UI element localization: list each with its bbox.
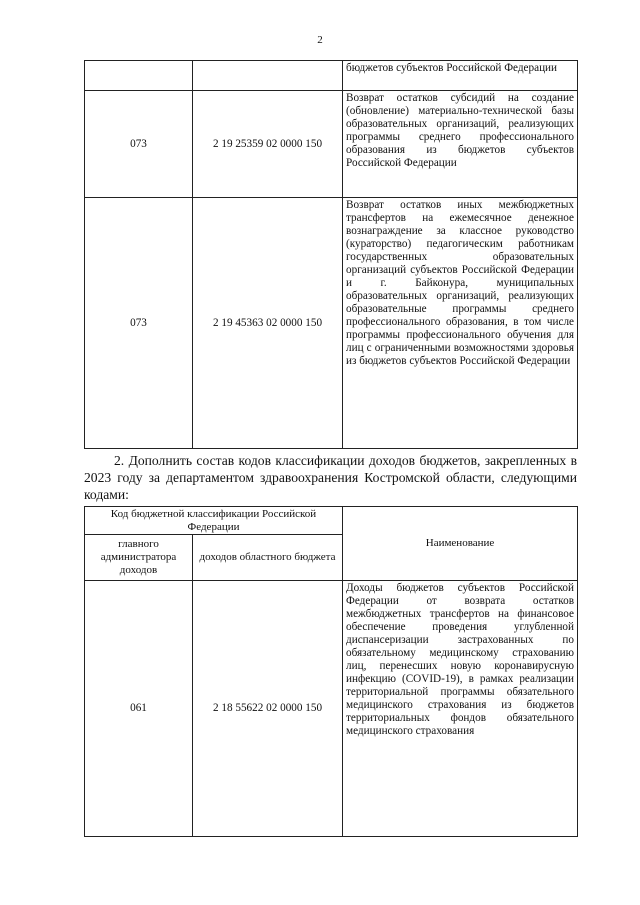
header-name-cell: Наименование — [343, 507, 578, 581]
name-cell: бюджетов субъектов Российской Федерации — [343, 61, 578, 91]
admin-code-cell — [85, 61, 193, 91]
budget-code-cell: 2 19 45363 02 0000 150 — [193, 198, 343, 449]
budget-code-cell — [193, 61, 343, 91]
table-header-row — [85, 507, 578, 535]
header-admin-cell: главного администратора доходов — [85, 535, 193, 581]
table-row — [85, 581, 578, 837]
header-income-cell: доходов областного бюджета — [193, 535, 343, 581]
table-row — [85, 61, 578, 91]
budget-code-cell: 2 19 25359 02 0000 150 — [193, 91, 343, 198]
admin-code-cell: 061 — [85, 581, 193, 837]
budget-codes-table-continued — [84, 60, 578, 449]
admin-code-cell: 073 — [85, 91, 193, 198]
budget-codes-table-new — [84, 506, 578, 837]
table-row — [85, 198, 578, 449]
name-cell: Доходы бюджетов субъектов Российской Федерации от возврата остатков межбюджетных трансфертов на финансовое обеспечение проведения углубленной диспансеризации застрахованных по обязательному медицинскому страхованию лиц, перенесших новую коронавирусную инфекцию (COVID-19), в рамках реализации территориальной программы обязательного медицинского страхования из бюджетов территориальных фондов обязательного медицинского страхования — [343, 581, 578, 837]
header-group-cell: Код бюджетной классификации Российской Федерации — [85, 507, 343, 535]
table-row — [85, 91, 578, 198]
admin-code-cell: 073 — [85, 198, 193, 449]
name-cell: Возврат остатков субсидий на создание (обновление) материально-технической базы образовательных организаций, реализующих программы среднего профессионального образования из бюджетов субъектов Российской Федерации — [343, 91, 578, 198]
name-cell: Возврат остатков иных межбюджетных трансфертов на ежемесячное денежное вознаграждение за классное руководство (кураторство) педагогическим работникам государственных образовательных организаций субъектов Российской Федерации и г. Байконура, муниципальных образовательных организаций, реализующих образовательные программы среднего профессионального образования, в том числе программы профессионального обучения для лиц с ограниченными возможностями здоровья из бюджетов субъектов Российской Федерации — [343, 198, 578, 449]
page-number: 2 — [317, 34, 323, 46]
paragraph-add-codes — [84, 452, 577, 503]
paragraph-text: 2. Дополнить состав кодов классификации доходов бюджетов, закрепленных в 2023 году за департаментом здравоохранения Костромской области, следующими кодами: — [84, 453, 577, 502]
budget-code-cell: 2 18 55622 02 0000 150 — [193, 581, 343, 837]
